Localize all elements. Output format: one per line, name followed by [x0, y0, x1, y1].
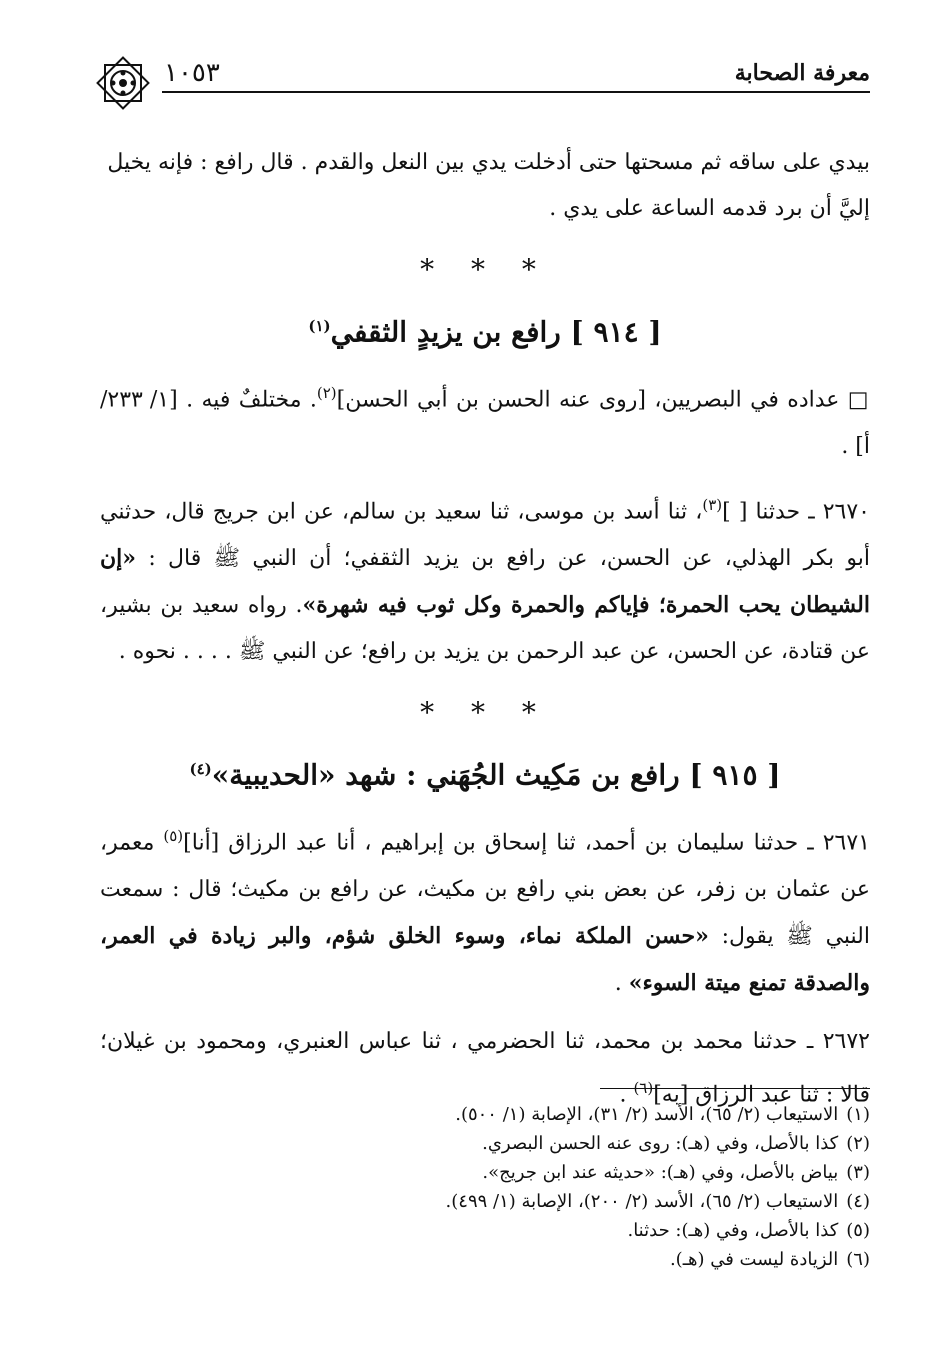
page-number: ١٠٥٣ — [164, 58, 220, 88]
footnote-number: (٢) — [846, 1133, 870, 1154]
hadith-chain: . رواه سعيد بن بشير، عن قتادة، عن الحسن، عن عبد الرحمن بن يزيد بن رافع؛ عن النبي ﷺ . . . . نحوه . — [100, 592, 870, 664]
footnote — [100, 1158, 870, 1187]
footnote-text: الزيادة ليست في (هـ). — [669, 1249, 839, 1270]
intro-line-1: بيدي على ساقه ثم مسحتها حتى أدخلت يدي بين النعل والقدم . قال رافع : فإنه يخيل — [107, 150, 870, 175]
page-header — [92, 52, 870, 112]
footnote-rule — [600, 1088, 870, 1089]
footnote-ref: (٦) — [633, 1078, 654, 1097]
footnote-number: (٤) — [846, 1191, 870, 1212]
footnote-ref: (٣) — [702, 495, 723, 514]
running-title: معرفة الصحابة — [734, 60, 870, 86]
footnote-number: (٥) — [846, 1220, 870, 1241]
entry-heading-914 — [100, 302, 870, 356]
hadith-paragraph — [100, 482, 870, 675]
footnote — [100, 1100, 870, 1129]
hadith-chain: ٢٦٧١ ـ حدثنا سليمان بن أحمد، ثنا إسحاق بن إبراهيم ، أنا عبد الرزاق [أنا] — [183, 830, 870, 856]
entry-heading-915 — [100, 745, 870, 799]
footnote-text: بياض بالأصل، وفي (هـ): «حديثه عند ابن جريج». — [482, 1162, 839, 1183]
octagram-ornament-icon — [92, 52, 154, 114]
intro-line — [100, 140, 870, 186]
entry-title: [ ٩١٤ ] رافع بن يزيدٍ الثقفي — [330, 315, 662, 349]
footnotes — [100, 1100, 870, 1274]
footnote-number: (٦) — [846, 1249, 870, 1270]
footnote-ref: (٥) — [163, 827, 184, 846]
footnote-text: الاستيعاب (٢/ ٦٥)، الأسد (٢/ ٣١)، الإصابة (١/ ٥٠٠). — [455, 1104, 839, 1125]
footnote-number: (٣) — [846, 1162, 870, 1183]
footnote — [100, 1245, 870, 1274]
summary-text: . مختلفٌ فيه . [١/ ٢٣٣/ أ] . — [100, 387, 870, 459]
footnote-ref: (٢) — [316, 384, 337, 403]
footnote-ref: (١) — [308, 317, 331, 335]
footnote-text: الاستيعاب (٢/ ٦٥)، الأسد (٢/ ٢٠٠)، الإصابة (١/ ٤٩٩). — [445, 1191, 839, 1212]
hadith-chain: ٢٦٧٢ ـ حدثنا محمد بن محمد، ثنا الحضرمي ، ثنا عباس العنبري، ومحمود بن غيلان؛ قالا : ثنا عبد الرزاق [به] — [100, 1028, 870, 1107]
footnote — [100, 1187, 870, 1216]
footnote-text: كذا بالأصل، وفي (هـ): روى عنه الحسن البصري. — [482, 1133, 839, 1154]
hadith-quote: «حسن الملكة نماء، وسوء الخلق شؤم، والبر زيادة في العمر، والصدقة تمنع ميتة السوء» — [100, 922, 870, 996]
hadith-chain: ٢٦٧٠ ـ حدثنا [ ] — [722, 498, 870, 524]
entry-title: [ ٩١٥ ] رافع بن مَكِيث الجُهَني : شهد «الحديبية» — [211, 758, 781, 792]
header-rule — [162, 91, 870, 93]
hadith-paragraph — [100, 813, 870, 1006]
footnote-ref: (٤) — [189, 759, 212, 778]
footnote — [100, 1129, 870, 1158]
footnote — [100, 1216, 870, 1245]
hadith-chain: معمر، عن عثمان بن زفر، عن بعض بني رافع بن مكيث، عن رافع بن مكيث؛ قال : سمعت النبي ﷺ يقول: — [100, 830, 870, 949]
section-separator: * * * — [420, 253, 550, 286]
intro-line — [100, 186, 870, 232]
hadith-chain: . — [619, 1081, 634, 1107]
entry-summary — [100, 370, 870, 469]
footnote-text: كذا بالأصل، وفي (هـ): حدثنا. — [627, 1220, 839, 1241]
main-text — [100, 140, 870, 1118]
hadith-quote: «إن الشيطان يحب الحمرة؛ فإياكم والحمرة وكل ثوب فيه شهرة» — [100, 544, 870, 618]
hadith-chain: ، ثنا أسد بن موسى، ثنا سعيد بن سالم، عن ابن جريج قال، حدثني أبو بكر الهذلي، عن الحسن، عن رافع بن يزيد الثقفي؛ أن النبي ﷺ قال : — [100, 498, 870, 571]
intro-line-2: إليَّ أن برد قدمه الساعة على يدي . — [549, 196, 870, 221]
hadith-chain: . — [614, 970, 629, 996]
footnote-number: (١) — [846, 1104, 870, 1125]
section-separator: * * * — [420, 695, 550, 729]
summary-text: □ عداده في البصريين، [روى عنه الحسن بن أبي الحسن] — [336, 387, 870, 413]
